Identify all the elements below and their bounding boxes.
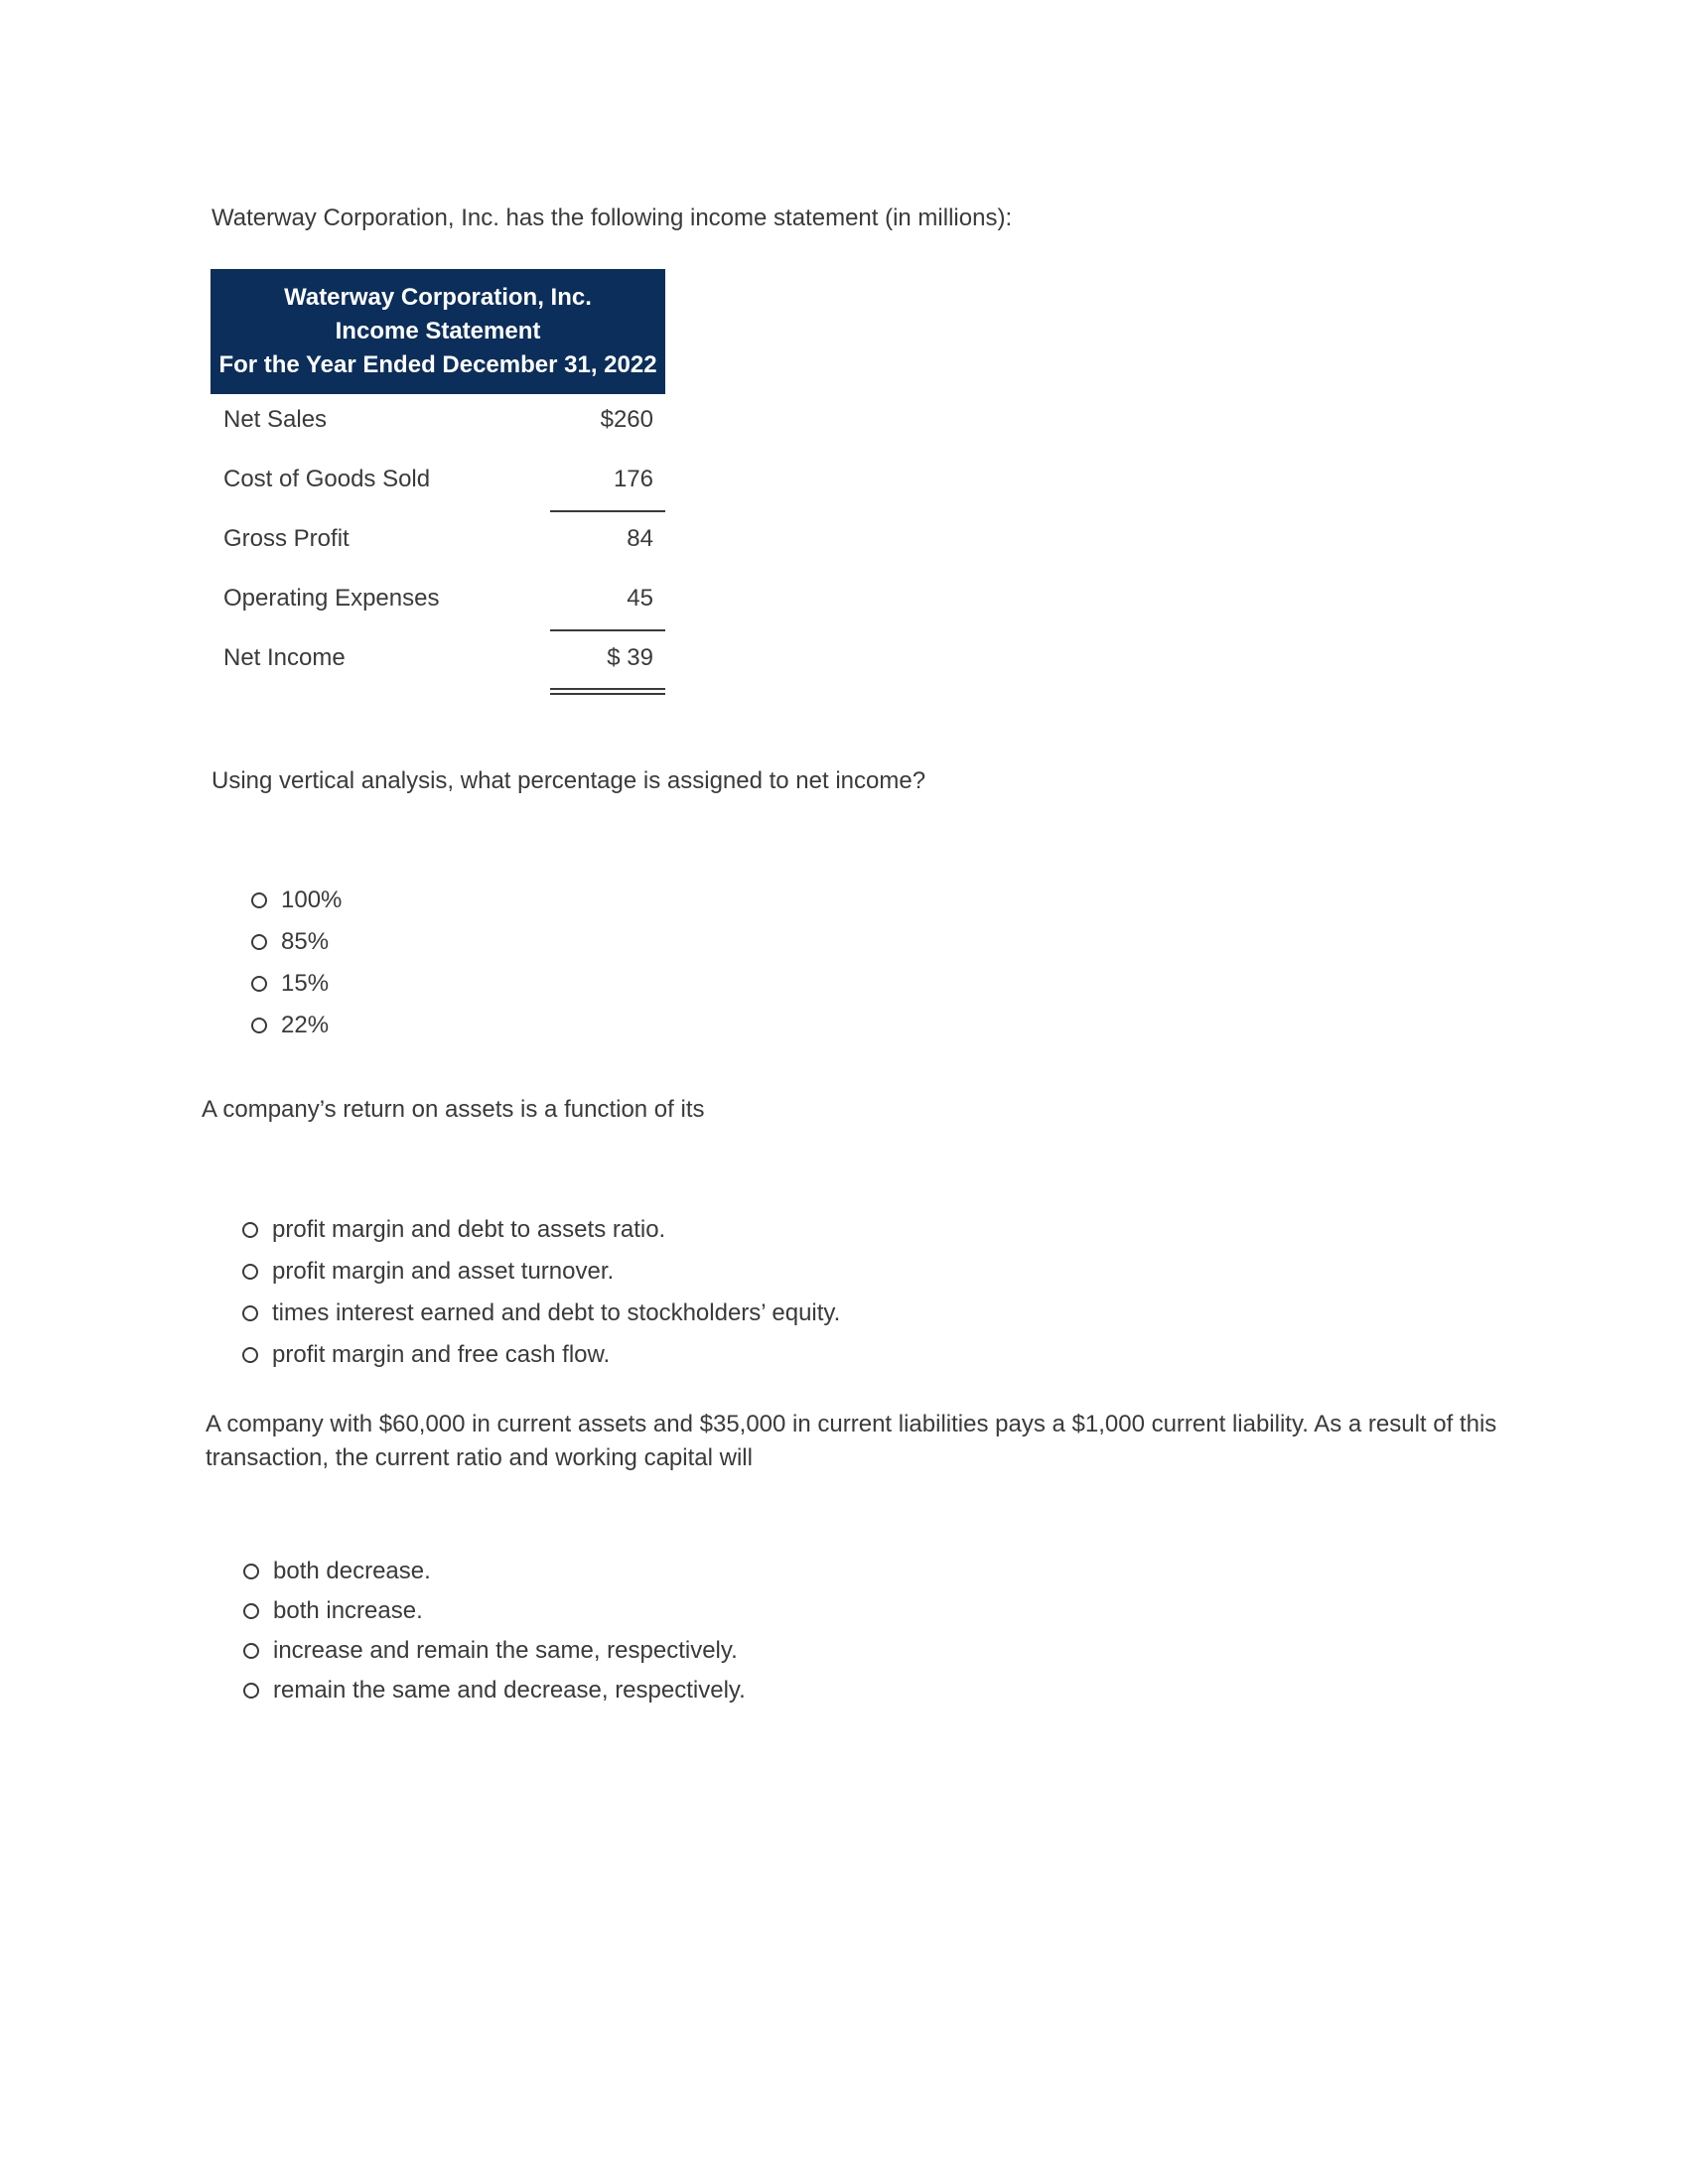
statement-period: For the Year Ended December 31, 2022 [218, 351, 657, 378]
radio-button-icon[interactable] [251, 892, 267, 908]
option-label: remain the same and decrease, respectively. [273, 1677, 746, 1704]
statement-row-gross-profit [211, 513, 665, 573]
question3-prompt-line2: transaction, the current ratio and working capital will [206, 1444, 753, 1471]
option-label: increase and remain the same, respectively. [273, 1637, 738, 1664]
income-statement-table [211, 269, 665, 692]
income-statement-header [211, 269, 665, 394]
question1-options [251, 880, 342, 1046]
option-label: both increase. [273, 1597, 423, 1624]
question3-option-d[interactable] [243, 1671, 746, 1710]
row-amount: $260 [600, 406, 653, 433]
row-label: Gross Profit [223, 525, 350, 552]
statement-row-net-income [211, 632, 665, 692]
radio-button-icon[interactable] [242, 1264, 258, 1280]
question2-option-d[interactable] [242, 1334, 840, 1376]
question1-intro: Waterway Corporation, Inc. has the following income statement (in millions): [211, 205, 1013, 231]
radio-button-icon[interactable] [243, 1683, 259, 1699]
question2-option-c[interactable] [242, 1293, 840, 1334]
question3-prompt [206, 1408, 1526, 1475]
question3-option-b[interactable] [243, 1591, 746, 1631]
question2-options [242, 1209, 840, 1376]
row-label: Net Income [223, 644, 346, 671]
radio-button-icon[interactable] [243, 1564, 259, 1579]
row-amount: $ 39 [607, 644, 653, 671]
question1-option-c[interactable] [251, 963, 342, 1005]
option-label: 22% [281, 1012, 330, 1038]
radio-button-icon[interactable] [242, 1305, 258, 1321]
option-label: both decrease. [273, 1558, 431, 1584]
statement-row-cogs [211, 454, 665, 513]
question3-option-a[interactable] [243, 1552, 746, 1591]
question3-option-c[interactable] [243, 1631, 746, 1671]
question1-option-a[interactable] [251, 880, 342, 921]
statement-row-net-sales [211, 394, 665, 454]
option-label: profit margin and free cash flow. [272, 1341, 611, 1368]
radio-button-icon[interactable] [242, 1347, 258, 1363]
radio-button-icon[interactable] [251, 1018, 267, 1033]
question3-options [243, 1552, 746, 1710]
radio-button-icon[interactable] [251, 934, 267, 950]
question3-prompt-line1: A company with $60,000 in current assets and $35,000 in current liabilities pays a $1,000 current liability. As a result of this [206, 1411, 1497, 1437]
row-amount: 176 [613, 466, 653, 492]
radio-button-icon[interactable] [243, 1603, 259, 1619]
row-amount: 45 [627, 585, 653, 612]
total-double-rule [550, 688, 665, 695]
company-name: Waterway Corporation, Inc. [284, 284, 592, 311]
row-label: Cost of Goods Sold [223, 466, 431, 492]
statement-title: Income Statement [335, 318, 541, 344]
statement-row-operating-expenses [211, 573, 665, 632]
radio-button-icon[interactable] [243, 1643, 259, 1659]
row-label: Net Sales [223, 406, 328, 433]
option-label: times interest earned and debt to stockholders’ equity. [272, 1299, 841, 1326]
question1-prompt: Using vertical analysis, what percentage is assigned to net income? [211, 767, 926, 794]
option-label: 85% [281, 928, 330, 955]
row-label: Operating Expenses [223, 585, 440, 612]
subtotal-rule [550, 629, 665, 631]
radio-button-icon[interactable] [242, 1222, 258, 1238]
subtotal-rule [550, 510, 665, 512]
question2-option-b[interactable] [242, 1251, 840, 1293]
radio-button-icon[interactable] [251, 976, 267, 992]
option-label: profit margin and asset turnover. [272, 1258, 615, 1285]
row-amount: 84 [627, 525, 653, 552]
question1-option-b[interactable] [251, 921, 342, 963]
question2-option-a[interactable] [242, 1209, 840, 1251]
option-label: profit margin and debt to assets ratio. [272, 1216, 666, 1243]
question2-prompt: A company’s return on assets is a function of its [202, 1096, 705, 1123]
option-label: 15% [281, 970, 330, 997]
option-label: 100% [281, 887, 343, 913]
question1-option-d[interactable] [251, 1005, 342, 1046]
